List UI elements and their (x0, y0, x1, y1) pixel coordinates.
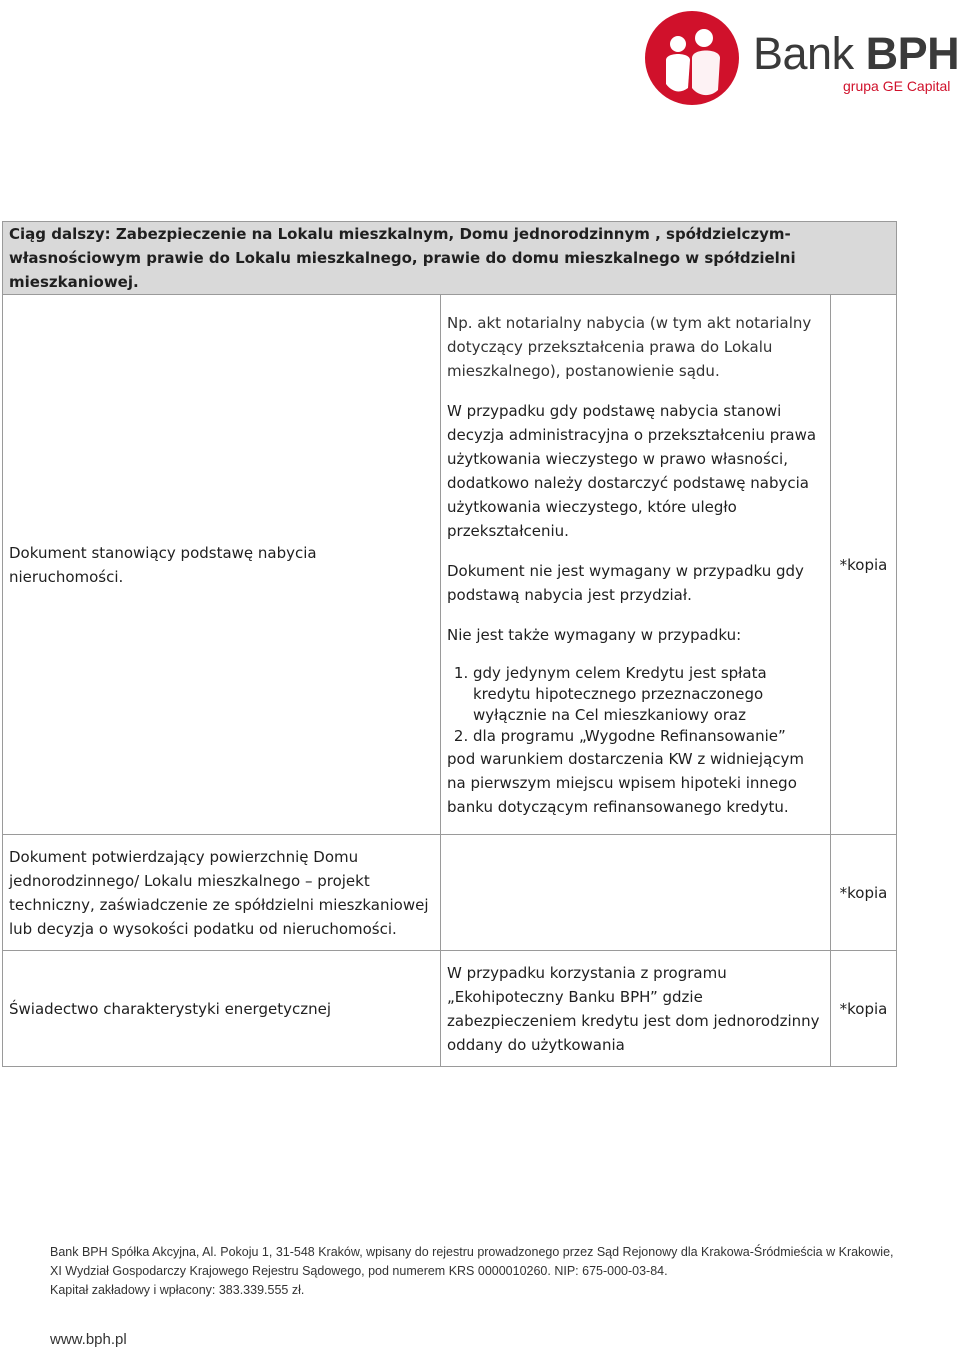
note-cell (441, 835, 831, 951)
exception-list (447, 663, 824, 747)
note-paragraph: Nie jest także wymagany w przypadku: (447, 626, 742, 644)
note-cell (441, 295, 831, 835)
footer-line: XI Wydział Gospodarczy Krajowego Rejestru Sądowego, pod numerem KRS 0000010260. NIP: 675-000-03-84. (50, 1264, 668, 1278)
document-name-cell (3, 835, 441, 951)
document-table (2, 221, 897, 1067)
brand-name-part1: Bank (753, 28, 866, 79)
list-item: 1. gdy jedynym celem Kredytu jest spłata kredytu hipotecznego przeznaczonego wyłącznie na Cel mieszkaniowy oraz (473, 663, 824, 726)
table-header: Ciąg dalszy: Zabezpieczenie na Lokalu mieszkalnym, Domu jednorodzinnym , spółdzielczym-własnościowym prawie do Lokalu mieszkalnego, prawie do domu mieszkalnego w spółdzielni mieszkaniowej. (3, 222, 897, 295)
copy-cell (831, 951, 897, 1067)
brand-name (753, 30, 959, 78)
note-paragraph: W przypadku korzystania z programu „Ekohipoteczny Banku BPH” gdzie zabezpieczeniem kredytu jest dom jednorodzinny oddany do użytkowania (447, 963, 820, 1054)
document-name: Dokument stanowiący podstawę nabycia nieruchomości. (9, 543, 317, 586)
copy-label: *kopia (839, 999, 888, 1018)
copy-cell (831, 835, 897, 951)
table-row (3, 951, 897, 1067)
document-name-cell (3, 295, 441, 835)
list-item: 2. dla programu „Wygodne Refinansowanie” (473, 726, 824, 747)
footer-line: Bank BPH Spółka Akcyjna, Al. Pokoju 1, 31-548 Kraków, wpisany do rejestru prowadzonego przez Sąd Rejonowy dla Krakowa-Śródmieścia w Krakowie, (50, 1245, 894, 1259)
note-cell (441, 951, 831, 1067)
note-paragraph: Dokument nie jest wymagany w przypadku gdy podstawą nabycia jest przydział. (447, 562, 804, 604)
note-paragraph: W przypadku gdy podstawę nabycia stanowi decyzja administracyjna o przekształceniu prawa użytkowania wieczystego w prawo własności, dodatkowo należy dostarczyć podstawę nabycia użytkowania wieczystego, które uległo przekształceniu. (447, 402, 817, 540)
bph-logo-icon (640, 8, 750, 108)
table-row (3, 835, 897, 951)
footer-url: www.bph.pl (50, 1331, 127, 1348)
document-name-cell (3, 951, 441, 1067)
table-header-row (3, 222, 897, 295)
bank-logo (640, 8, 960, 108)
table-row (3, 295, 897, 835)
copy-label: *kopia (839, 883, 888, 902)
note-paragraph: Np. akt notarialny nabycia (w tym akt notarialny dotyczący przekształcenia prawa do Lokalu mieszkalnego), postanowienie sądu. (447, 314, 812, 380)
brand-tagline: grupa GE Capital (843, 78, 951, 94)
copy-label: *kopia (839, 555, 888, 574)
footer (50, 1243, 960, 1300)
document-name: Dokument potwierdzający powierzchnię Domu jednorodzinnego/ Lokalu mieszkalnego – projekt techniczny, zaświadczenie ze spółdzielni mieszkaniowej lub decyzja o wysokości podatku od nieruchomości. (9, 847, 429, 938)
document-name: Świadectwo charakterystyki energetycznej (9, 999, 331, 1018)
footer-line: Kapitał zakładowy i wpłacony: 383.339.555 zł. (50, 1283, 305, 1297)
copy-cell (831, 295, 897, 835)
brand-name-part2: BPH (865, 28, 960, 79)
note-paragraph: pod warunkiem dostarczenia KW z widniejącym na pierwszym miejscu wpisem hipoteki innego banku dotyczącym refinansowanego kredytu. (447, 750, 804, 816)
